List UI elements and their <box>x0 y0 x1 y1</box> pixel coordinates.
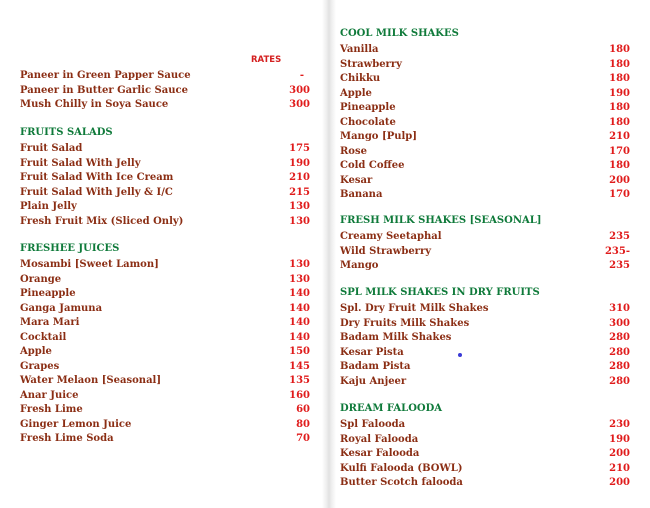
menu-section-fruits-salads <box>20 126 310 229</box>
section-heading: FRUITS SALADS <box>20 127 113 138</box>
menu-item <box>340 159 630 174</box>
item-price: 235 <box>609 260 630 271</box>
item-name: Badam Pista <box>340 361 411 372</box>
item-price: 180 <box>609 102 630 113</box>
item-price: 210 <box>289 172 310 183</box>
item-name: Fruit Salad With Jelly <box>20 157 141 169</box>
item-name: Kesar Falooda <box>340 448 420 459</box>
menu-item <box>20 200 310 215</box>
page-fold-divider <box>322 0 336 508</box>
item-price: 300 <box>609 317 630 329</box>
item-name: Fresh Lime Soda <box>20 433 114 444</box>
menu-item <box>20 142 310 157</box>
menu-item <box>20 69 310 84</box>
item-price: 235- <box>604 245 630 257</box>
item-name: Mango <box>340 260 379 271</box>
item-price: 130 <box>289 259 310 270</box>
menu-item <box>20 316 310 331</box>
item-price: 215 <box>289 186 310 198</box>
item-name: Pineapple <box>20 288 76 299</box>
item-name: Ganga Jamuna <box>20 302 103 314</box>
item-price: 140 <box>289 302 310 314</box>
item-price: 190 <box>609 87 630 99</box>
item-name: Banana <box>340 189 383 200</box>
item-name: Orange <box>20 273 62 285</box>
menu-item <box>20 403 310 418</box>
item-name: Pineapple <box>340 102 396 113</box>
item-price: 80 <box>296 418 310 430</box>
item-name: Kaju Anjeer <box>340 375 407 387</box>
menu-item <box>20 215 310 230</box>
item-name: Chocolate <box>340 116 396 128</box>
item-name: Spl. Dry Fruit Milk Shakes <box>340 303 489 314</box>
item-price: 300 <box>289 84 310 96</box>
menu-item <box>340 447 630 462</box>
item-name: Strawberry <box>340 58 402 70</box>
item-price: 200 <box>609 174 630 186</box>
menu-item <box>340 302 630 317</box>
item-name: Plain Jelly <box>20 201 77 212</box>
item-price: 280 <box>609 375 630 387</box>
menu-item <box>20 345 310 360</box>
menu-item <box>340 188 630 203</box>
menu-item <box>340 259 630 274</box>
item-name: Fruit Salad With Jelly & I/C <box>20 186 173 198</box>
menu-section-freshee-juices <box>20 242 310 447</box>
item-price: 310 <box>609 303 630 314</box>
item-name: Paneer in Butter Garlic Sauce <box>20 84 188 96</box>
item-price: 200 <box>609 477 630 488</box>
item-price: 180 <box>609 58 630 70</box>
item-name: Spl Falooda <box>340 419 406 430</box>
menu-item <box>340 462 630 477</box>
item-price: 130 <box>289 215 310 227</box>
item-name: Fresh Lime <box>20 404 83 415</box>
section-heading: SPL MILK SHAKES IN DRY FRUITS <box>340 287 540 298</box>
item-price: 180 <box>609 44 630 55</box>
item-price: 150 <box>289 346 310 357</box>
item-price: 235 <box>609 231 630 242</box>
item-name: Badam Milk Shakes <box>340 332 452 343</box>
item-price: 300 <box>289 99 310 110</box>
menu-section-cool-milk-shakes <box>340 27 630 203</box>
item-price: 280 <box>609 346 630 358</box>
ink-dot <box>458 353 462 357</box>
item-name: Cold Coffee <box>340 160 405 171</box>
item-price: 200 <box>609 448 630 459</box>
menu-item <box>20 186 310 201</box>
item-name: Water Melaon [Seasonal] <box>20 375 162 386</box>
item-price: 210 <box>609 131 630 142</box>
menu-section-fresh-milk-shakes <box>340 214 630 274</box>
menu-item <box>340 145 630 160</box>
item-name: Mara Mari <box>20 317 80 328</box>
item-name: Fruit Salad With Ice Cream <box>20 172 174 183</box>
item-price: 130 <box>289 201 310 212</box>
item-name: Paneer in Green Papper Sauce <box>20 70 191 81</box>
menu-section-paneer <box>20 69 310 113</box>
item-price: - <box>299 70 304 81</box>
item-price: 210 <box>609 462 630 474</box>
menu-item <box>340 116 630 131</box>
menu-item <box>340 58 630 73</box>
item-price: 70 <box>296 433 310 444</box>
menu-item <box>20 258 310 273</box>
item-name: Dry Fruits Milk Shakes <box>340 317 470 329</box>
menu-item <box>340 101 630 116</box>
item-price: 60 <box>296 404 310 415</box>
menu-item <box>20 374 310 389</box>
menu-item <box>20 157 310 172</box>
item-price: 160 <box>289 389 310 401</box>
item-name: Butter Scotch falooda <box>340 477 463 488</box>
menu-item <box>340 43 630 58</box>
item-price: 175 <box>289 143 310 154</box>
menu-section-spl-milk-shakes <box>340 286 630 389</box>
menu-item <box>340 230 630 245</box>
menu-item <box>20 302 310 317</box>
menu-item <box>340 433 630 448</box>
item-name: Kulfi Falooda (BOWL) <box>340 462 463 474</box>
section-heading: DREAM FALOODA <box>340 403 443 414</box>
item-price: 170 <box>609 145 630 157</box>
menu-item <box>340 130 630 145</box>
menu-item <box>340 245 630 260</box>
item-price: 130 <box>289 273 310 285</box>
item-name: Fresh Fruit Mix (Sliced Only) <box>20 215 184 227</box>
item-name: Chikku <box>340 73 381 84</box>
menu-item <box>340 476 630 491</box>
menu-item <box>340 375 630 390</box>
item-price: 280 <box>609 361 630 372</box>
menu-item <box>20 98 310 113</box>
menu-item <box>20 360 310 375</box>
item-name: Ginger Lemon Juice <box>20 418 132 430</box>
item-name: Kesar <box>340 174 373 186</box>
item-name: Kesar Pista <box>340 346 404 358</box>
section-heading: FRESHEE JUICES <box>20 243 120 254</box>
item-name: Mush Chilly in Soya Sauce <box>20 99 169 110</box>
item-name: Apple <box>20 346 52 357</box>
item-price: 190 <box>289 157 310 169</box>
menu-item <box>340 87 630 102</box>
menu-item <box>20 171 310 186</box>
item-name: Mosambi [Sweet Lamon] <box>20 259 159 270</box>
item-price: 135 <box>289 375 310 386</box>
item-name: Fruit Salad <box>20 143 83 154</box>
item-name: Royal Falooda <box>340 433 419 445</box>
item-name: Grapes <box>20 360 60 372</box>
menu-section-dream-falooda <box>340 402 630 491</box>
item-price: 170 <box>609 189 630 200</box>
item-price: 280 <box>609 332 630 343</box>
section-heading: FRESH MILK SHAKES [SEASONAL] <box>340 215 542 226</box>
item-name: Vanilla <box>340 44 379 55</box>
item-price: 140 <box>289 288 310 299</box>
section-heading: COOL MILK SHAKES <box>340 28 459 39</box>
item-price: 190 <box>609 433 630 445</box>
menu-item <box>20 84 310 99</box>
menu-item <box>340 331 630 346</box>
item-price: 140 <box>289 331 310 343</box>
menu-item <box>340 72 630 87</box>
item-name: Apple <box>340 87 372 99</box>
menu-item <box>20 418 310 433</box>
menu-item <box>20 389 310 404</box>
item-name: Cocktail <box>20 331 67 343</box>
item-price: 180 <box>609 73 630 84</box>
item-name: Rose <box>340 145 367 157</box>
item-name: Creamy Seetaphal <box>340 231 442 242</box>
menu-item <box>340 418 630 433</box>
menu-item <box>20 432 310 447</box>
menu-item <box>340 174 630 189</box>
menu-item <box>340 360 630 375</box>
item-price: 145 <box>289 360 310 372</box>
item-name: Anar Juice <box>20 389 79 401</box>
item-price: 140 <box>289 317 310 328</box>
menu-item <box>20 331 310 346</box>
item-name: Wild Strawberry <box>340 245 432 257</box>
menu-item <box>340 317 630 332</box>
rates-label: RATES <box>251 55 282 65</box>
item-name: Mango [Pulp] <box>340 131 418 142</box>
item-price: 230 <box>609 419 630 430</box>
item-price: 180 <box>609 160 630 171</box>
item-price: 180 <box>609 116 630 128</box>
menu-item <box>20 273 310 288</box>
menu-item <box>20 287 310 302</box>
menu-item <box>340 346 630 361</box>
